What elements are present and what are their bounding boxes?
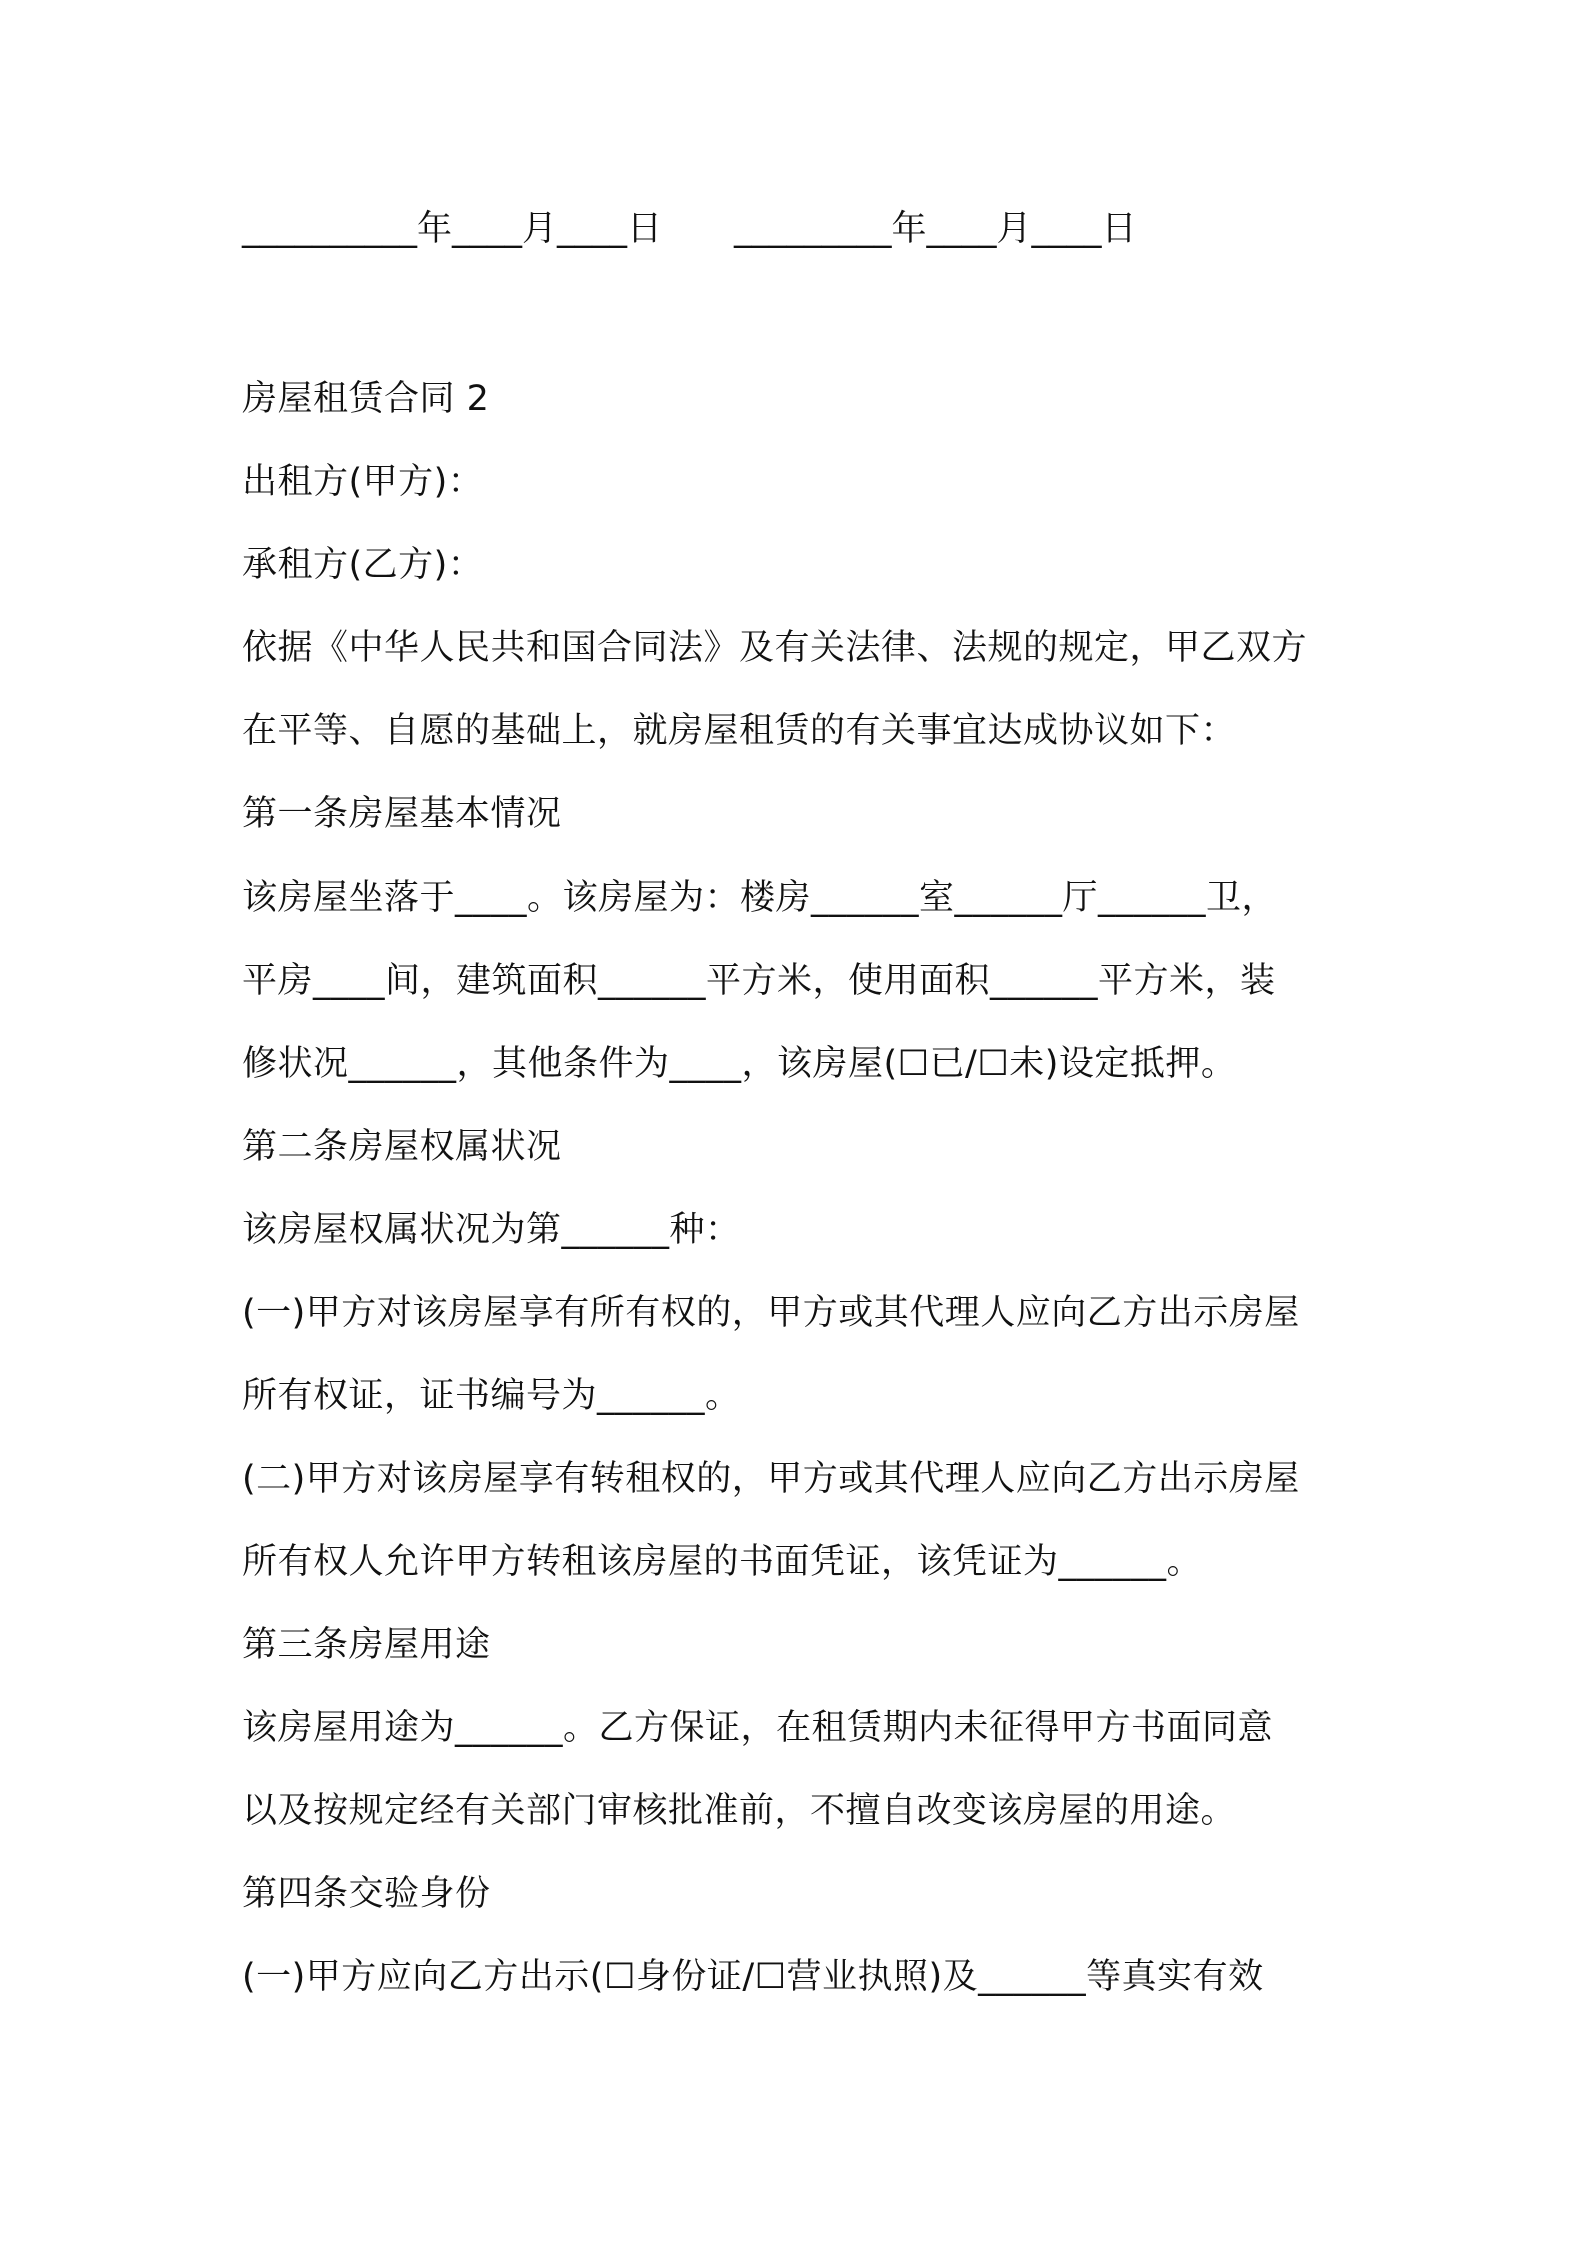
article-2-item-2-line-1: (二)甲方对该房屋享有转租权的，甲方或其代理人应向乙方出示房屋 [242, 1459, 1300, 1499]
article-1-line-2: 平房____间，建筑面积______平方米，使用面积______平方米，装 [242, 961, 1276, 1001]
article-2-heading: 第二条房屋权属状况 [242, 1127, 562, 1167]
article-1-line-3: 修状况______，其他条件为____，该房屋(☐已/☐未)设定抵押。 [242, 1044, 1237, 1084]
lessor-line: 出租方(甲方)： [242, 462, 484, 502]
article-1-heading: 第一条房屋基本情况 [242, 794, 562, 834]
article-4-item-1-line-1: (一)甲方应向乙方出示(☐身份证/☐营业执照)及______等真实有效 [242, 1957, 1264, 1997]
date-right: _________年____月____日 [734, 209, 1137, 249]
article-2-line-1: 该房屋权属状况为第______种： [242, 1210, 741, 1250]
article-1-line-1: 该房屋坐落于____。该房屋为：楼房______室______厅______卫， [242, 878, 1278, 918]
date-left: __________年____月____日 [242, 209, 663, 249]
article-2-item-1-line-1: (一)甲方对该房屋享有所有权的，甲方或其代理人应向乙方出示房屋 [242, 1293, 1300, 1333]
signature-date-line [242, 207, 1137, 251]
article-2-item-1-line-2: 所有权证，证书编号为______。 [242, 1376, 741, 1416]
article-2-item-2-line-2: 所有权人允许甲方转租该房屋的书面凭证，该凭证为______。 [242, 1542, 1203, 1582]
article-4-heading: 第四条交验身份 [242, 1874, 491, 1914]
article-3-line-1: 该房屋用途为______。乙方保证，在租赁期内未征得甲方书面同意 [242, 1708, 1274, 1748]
article-3-heading: 第三条房屋用途 [242, 1625, 491, 1665]
contract-title: 房屋租赁合同 2 [242, 379, 490, 419]
preamble-line-1: 依据《中华人民共和国合同法》及有关法律、法规的规定，甲乙双方 [242, 628, 1308, 668]
lessee-line: 承租方(乙方)： [242, 545, 484, 585]
preamble-line-2: 在平等、自愿的基础上，就房屋租赁的有关事宜达成协议如下： [242, 711, 1237, 751]
article-3-line-2: 以及按规定经有关部门审核批准前，不擅自改变该房屋的用途。 [242, 1791, 1237, 1831]
